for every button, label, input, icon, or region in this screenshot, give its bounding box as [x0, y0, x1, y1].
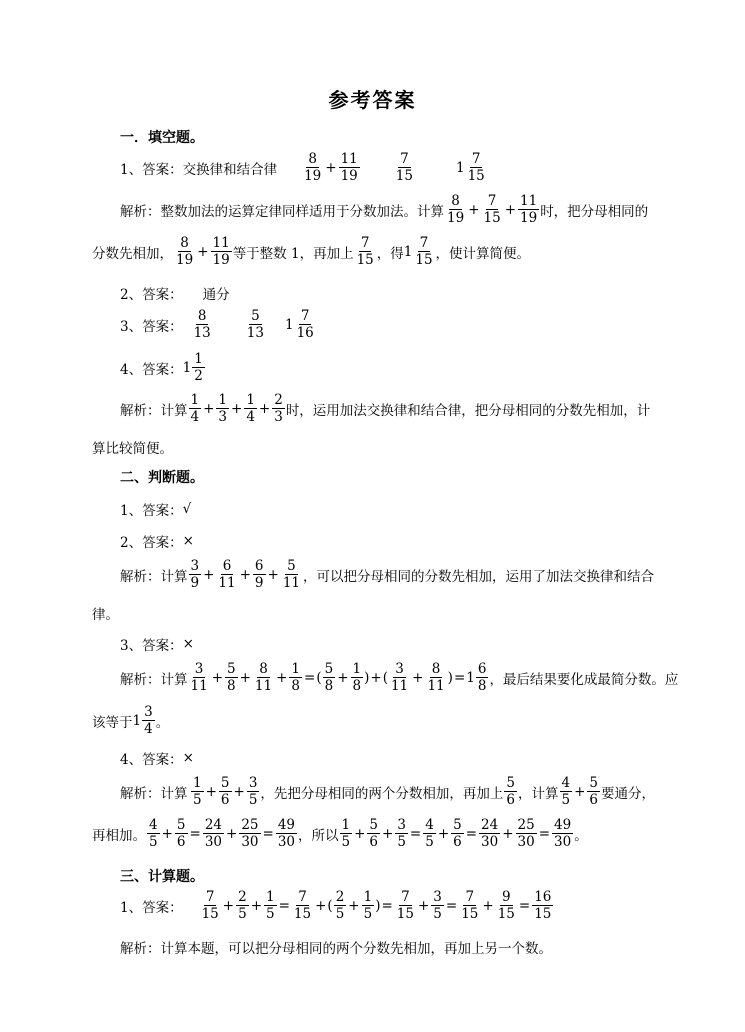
q4-answer: 4、答案： 1 $\frac{1}{2}$: [120, 351, 203, 384]
section-heading: 一．填空题。: [120, 130, 204, 146]
q1-explanation-cont: 分数先相加， $\frac{8}{19}$ + $\frac{11}{19}$ 等于整数 1，再加上 $\frac{7}{15}$ ，得 1 $\frac{7}{15}$ ，使计算简便。: [92, 235, 531, 268]
c1-explanation: 解析：计算本题，可以把分母相同的两个分数先相加，再加上另一个数。: [120, 941, 552, 957]
j3-explanation-cont: 该等于 1 $\frac{3}{4}$ 。: [92, 704, 170, 737]
j4-explanation: 解析：计算 $\frac{1}{5}$ + $\frac{5}{6}$ + $\frac{3}{5}$ ，先把分母相同的两个分数相加，再加上 $\frac{5}{6}$ ，计算 $\frac{4}{5}$ + $\frac{5}{6}$ 要通分，: [120, 775, 655, 808]
j3-explanation: 解析：计算 $\frac{3}{11}$ + $\frac{5}{8}$ + $\frac{8}{11}$ + $\frac{1}{8}$ = ( $\frac{5}{8}$ + $\frac{1}{8}$ ) + ( $\frac{3}{11}$ + $\frac{8}{11}$ ) = 1 $\frac{6}{8}$ ，最后结果要化成最简分数。应: [120, 661, 679, 694]
q4-explanation: 解析：计算 $\frac{1}{4}$ + $\frac{1}{3}$ + $\frac{1}{4}$ + $\frac{2}{3}$ 时，运用加法交换律和结合律，把分母相同的分数先相加，计: [120, 392, 651, 425]
fraction: $\frac{7}{15}$: [467, 151, 485, 184]
page-title: 参考答案: [328, 88, 417, 112]
j2-explanation-cont: 律。: [92, 607, 119, 623]
q3-answer: 3、答案： $\frac{8}{13}$ $\frac{5}{13}$ 1 $\frac{7}{16}$: [120, 308, 314, 341]
fraction: $\frac{8}{19}$: [304, 151, 322, 184]
j4-answer: 4、答案： ×: [120, 750, 194, 768]
j3-answer: 3、答案： ×: [120, 636, 194, 654]
q2-answer: 2、答案： 通分: [120, 287, 230, 303]
fraction: $\frac{7}{15}$: [395, 151, 413, 184]
fraction: $\frac{11}{19}$: [340, 151, 358, 184]
j1-answer: 1、答案： √: [120, 501, 192, 519]
answer-label: 1、答案：交换律和结合律: [120, 161, 278, 178]
section-heading: 三、计算题。: [120, 869, 204, 885]
q1-answer: 1、答案：交换律和结合律 $\frac{8}{19}$ + $\frac{11}{19}$ $\frac{7}{15}$ 1 $\frac{7}{15}$: [120, 151, 485, 184]
j2-answer: 2、答案： ×: [120, 533, 194, 551]
section-heading: 二、判断题。: [120, 470, 204, 486]
c1-answer: 1、答案： $\frac{7}{15}$ + $\frac{2}{5}$ + $\frac{1}{5}$ = $\frac{7}{15}$ + ( $\frac{2}{5}$ + $\frac{1}{5}$ ) = $\frac{7}{15}$ + $\frac{3}{5}$ = $\frac{7}{15}$ + $\frac{9}{15}$ = $\frac{16}{15}$: [120, 889, 552, 922]
j4-explanation-cont: 再相加。 $\frac{4}{5}$ + $\frac{5}{6}$ = $\frac{24}{30}$ + $\frac{25}{30}$ = $\frac{49}{30}$ ，所以 $\frac{1}{5}$ + $\frac{5}{6}$ + $\frac{3}{5}$ = $\frac{4}{5}$ + $\frac{5}{6}$ = $\frac{24}{30}$ + $\frac{25}{30}$ = $\frac{49}{30}$ 。: [92, 817, 588, 850]
q1-explanation: 解析：整数加法的运算定律同样适用于分数加法。计算 $\frac{8}{19}$ + $\frac{7}{15}$ + $\frac{11}{19}$ 时，把分母相同的: [120, 193, 649, 226]
q4-explanation-cont: 算比较简便。: [92, 441, 173, 457]
j2-explanation: 解析：计算 $\frac{3}{9}$ + $\frac{6}{11}$ + $\frac{6}{9}$ + $\frac{5}{11}$ ，可以把分母相同的分数先相加，运用了加法交换律和结合: [120, 558, 654, 591]
